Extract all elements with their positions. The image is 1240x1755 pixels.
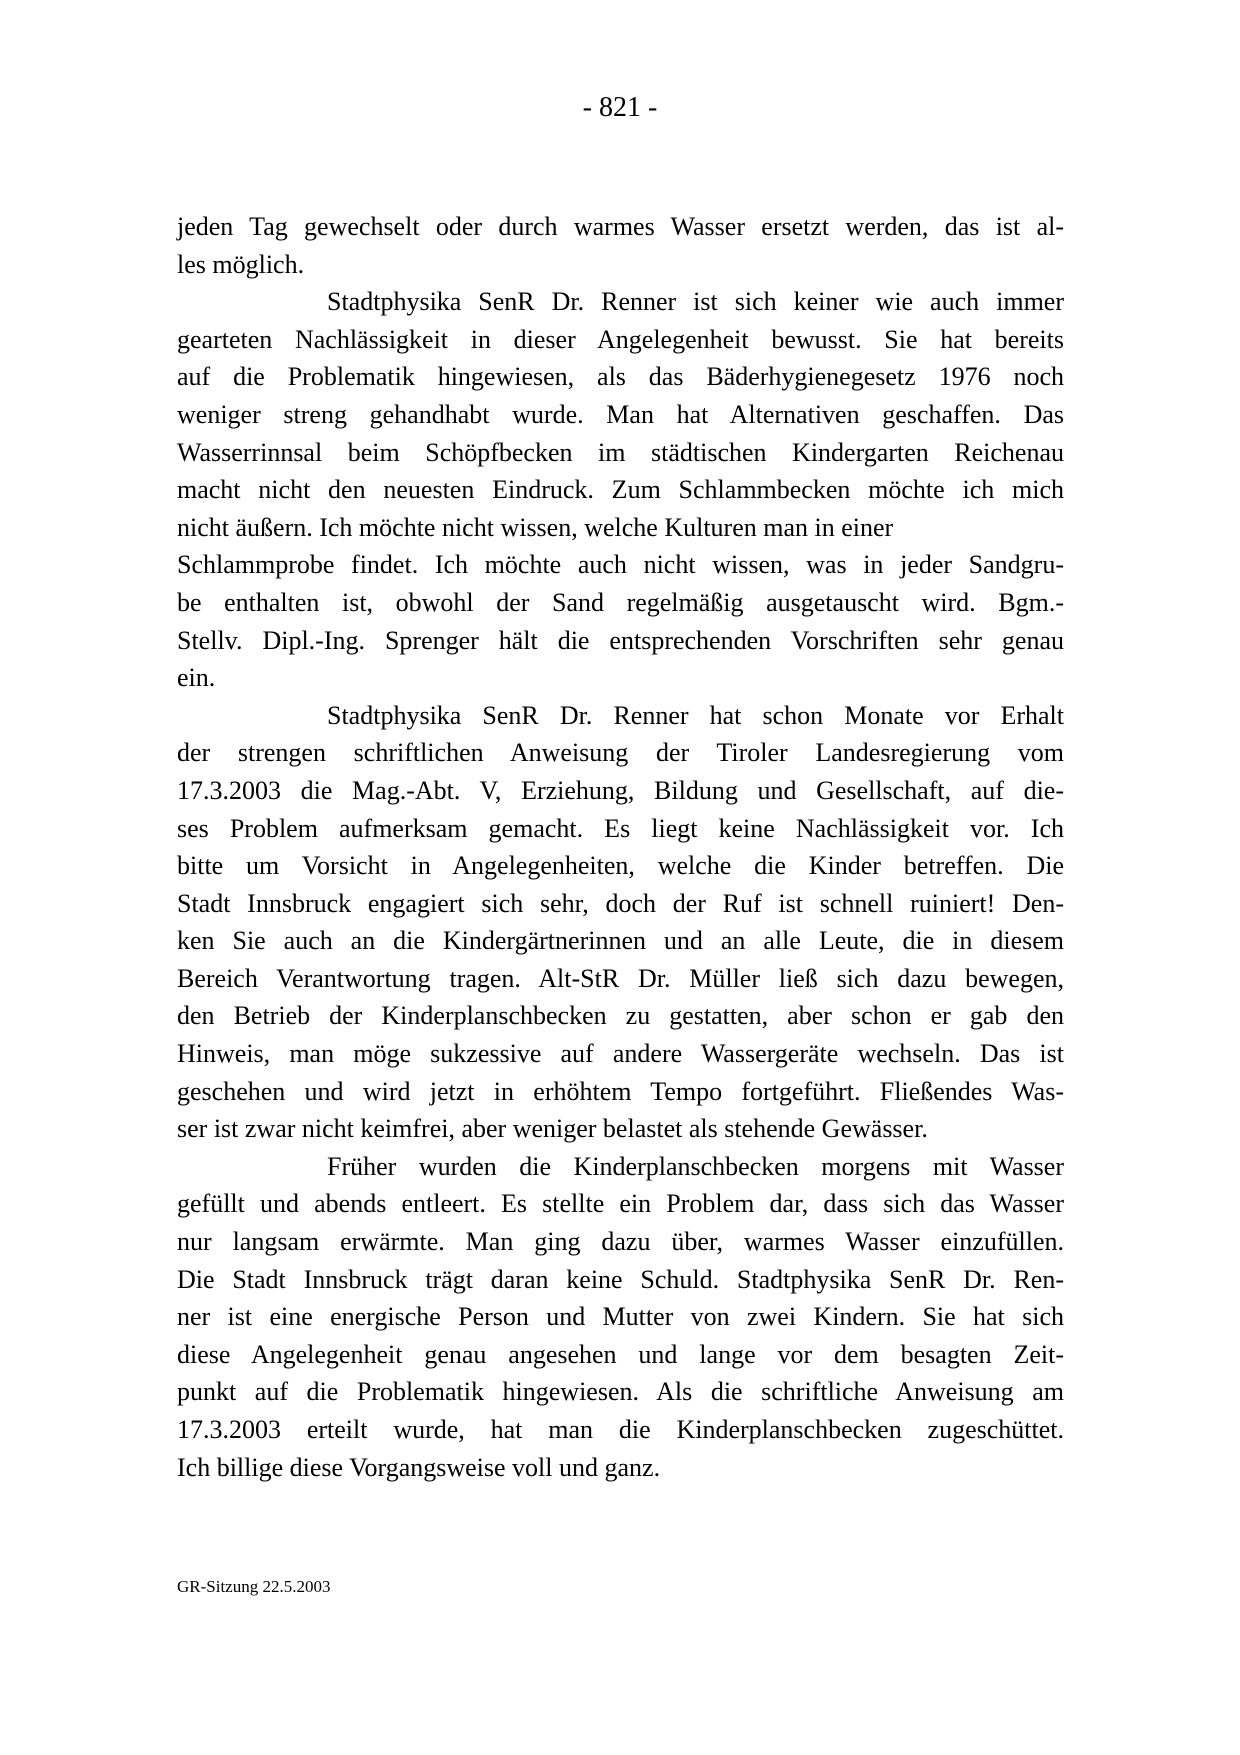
page-number: - 821 - — [582, 92, 658, 123]
text-line: les möglich. — [177, 249, 305, 279]
text-line: bitte um Vorsicht in Angelegenheiten, welche die Kinder betreffen. Die — [177, 851, 1064, 881]
text-line: gefüllt und abends entleert. Es stellte ein Problem dar, dass sich das Wasser — [177, 1189, 1064, 1219]
text-line: Stadt Innsbruck engagiert sich sehr, doch der Ruf ist schnell ruiniert! Den- — [177, 888, 1064, 918]
paragraph-first-line: Stadtphysika SenR Dr. Renner ist sich keiner wie auch immer — [327, 287, 1064, 317]
text-line: auf die Problematik hingewiesen, als das Bäderhygienegesetz 1976 noch — [177, 362, 1064, 392]
text-line: Die Stadt Innsbruck trägt daran keine Schuld. Stadtphysika SenR Dr. Ren- — [177, 1264, 1064, 1294]
text-line: ner ist eine energische Person und Mutter von zwei Kindern. Sie hat sich — [177, 1302, 1064, 1332]
text-line: Hinweis, man möge sukzessive auf andere Wassergeräte wechseln. Das ist — [177, 1039, 1064, 1069]
text-line: 17.3.2003 erteilt wurde, hat man die Kinderplanschbecken zugeschüttet. — [177, 1415, 1064, 1444]
text-line: Ich billige diese Vorgangsweise voll und ganz. — [177, 1452, 661, 1482]
text-line: Schlammprobe findet. Ich möchte auch nicht wissen, was in jeder Sandgru- — [177, 550, 1064, 580]
text-line: weniger streng gehandhabt wurde. Man hat Alternativen geschaffen. Das — [177, 399, 1064, 429]
text-line: diese Angelegenheit genau angesehen und lange vor dem besagten Zeit- — [177, 1339, 1064, 1369]
paragraph-first-line: Stadtphysika SenR Dr. Renner hat schon Monate vor Erhalt — [327, 700, 1064, 730]
text-line: nur langsam erwärmte. Man ging dazu über, warmes Wasser einzufüllen. — [177, 1227, 1064, 1257]
text-line: ser ist zwar nicht keimfrei, aber weniger belastet als stehende Gewässer. — [177, 1114, 928, 1144]
text-line: Wasserrinnsal beim Schöpfbecken im städtischen Kindergarten Reichenau — [177, 437, 1064, 467]
text-line: geschehen und wird jetzt in erhöhtem Tempo fortgeführt. Fließendes Was- — [177, 1076, 1064, 1106]
text-line: den Betrieb der Kinderplanschbecken zu gestatten, aber schon er gab den — [177, 1001, 1064, 1031]
document-body — [177, 208, 1064, 1486]
text-line: be enthalten ist, obwohl der Sand regelmäßig ausgetauscht wird. Bgm.- — [177, 587, 1064, 617]
text-line: der strengen schriftlichen Anweisung der Tiroler Landesregierung vom — [177, 738, 1064, 768]
page-footer: GR-Sitzung 22.5.2003 — [177, 1577, 331, 1596]
text-line: nicht äußern. Ich möchte nicht wissen, welche Kulturen man in einer — [177, 512, 894, 542]
text-line: ein. — [177, 663, 216, 693]
text-line: ken Sie auch an die Kindergärtnerinnen und an alle Leute, die in diesem — [177, 926, 1064, 956]
paragraph-first-line: Früher wurden die Kinderplanschbecken morgens mit Wasser — [327, 1151, 1064, 1181]
text-line: ses Problem aufmerksam gemacht. Es liegt keine Nachlässigkeit vor. Ich — [177, 813, 1064, 843]
text-line: 17.3.2003 die Mag.-Abt. V, Erziehung, Bildung und Gesellschaft, auf die- — [177, 775, 1064, 805]
text-line: gearteten Nachlässigkeit in dieser Angelegenheit bewusst. Sie hat bereits — [177, 324, 1064, 354]
text-line: macht nicht den neuesten Eindruck. Zum Schlammbecken möchte ich mich — [177, 475, 1064, 505]
text-line: punkt auf die Problematik hingewiesen. Als die schriftliche Anweisung am — [177, 1377, 1064, 1407]
text-line: jeden Tag gewechselt oder durch warmes Wasser ersetzt werden, das ist al- — [177, 212, 1064, 241]
text-line: Bereich Verantwortung tragen. Alt-StR Dr. Müller ließ sich dazu bewegen, — [177, 963, 1064, 993]
text-line: Stellv. Dipl.-Ing. Sprenger hält die entsprechenden Vorschriften sehr genau — [177, 625, 1064, 655]
